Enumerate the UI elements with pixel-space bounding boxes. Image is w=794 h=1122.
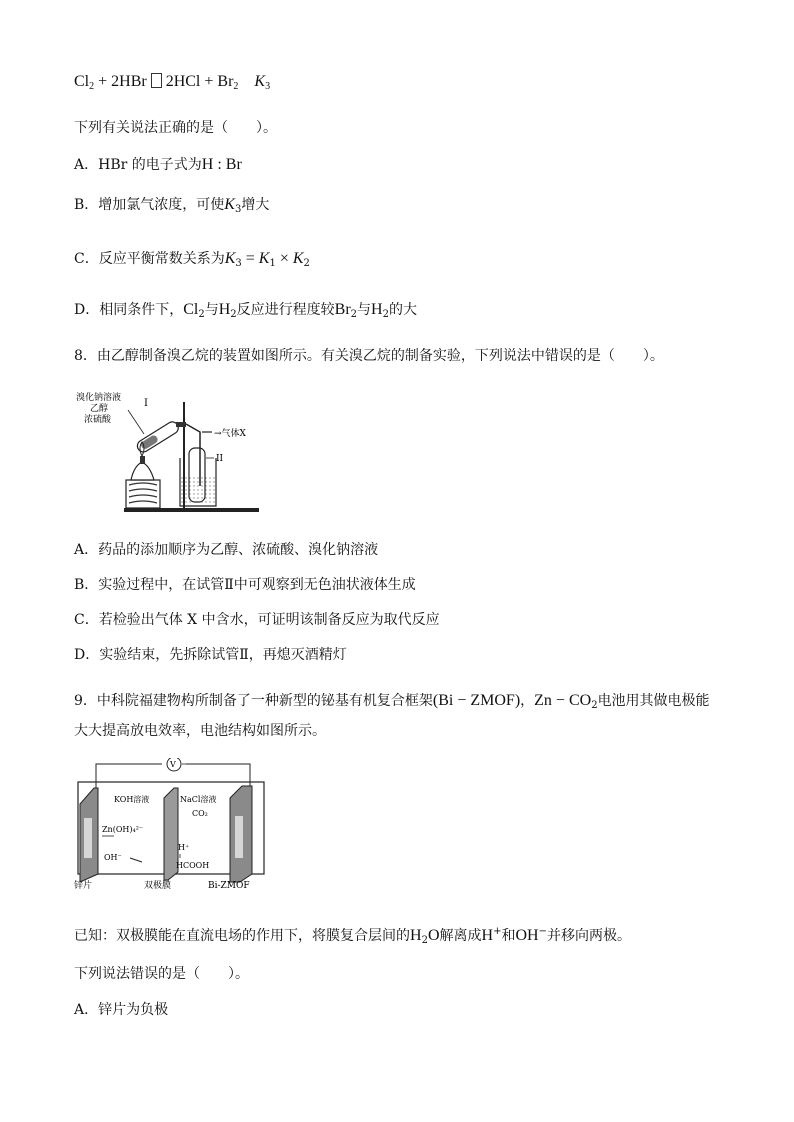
q8-option-c[interactable]: C．若检验出气体 X 中含水，可证明该制备反应为取代反应 (74, 612, 440, 628)
q9-stem-line2: 大大提高放电效率，电池结构如图所示。 (74, 723, 326, 739)
label-zinc-plate: 锌片 (74, 881, 93, 891)
equilibrium-symbol (151, 73, 162, 88)
label-membrane: 双极膜 (144, 881, 172, 891)
q8-option-d[interactable]: D．实验结束，先拆除试管Ⅱ，再熄灭酒精灯 (74, 647, 347, 663)
q7-stem: 下列有关说法正确的是（ ）。 (74, 120, 277, 136)
q7-option-c[interactable]: C．反应平衡常数关系为$K_3 = K_1 \times K_2$ (74, 250, 310, 269)
zn-co2-battery-figure (74, 758, 274, 892)
q7-option-b[interactable]: B．增加氯气浓度，可使$K_3$增大 (74, 196, 270, 215)
ethyl-bromide-apparatus-figure (76, 388, 281, 513)
q8-option-b[interactable]: B．实验过程中，在试管Ⅱ中可观察到无色油状液体生成 (74, 577, 416, 593)
label-reagent-ethanol: 乙醇 (90, 404, 109, 414)
label-tube-ii: II (216, 454, 224, 464)
label-co2: CO₂ (192, 809, 208, 818)
label-nacl: NaCl溶液 (180, 795, 217, 804)
label-bi-zmof: Bi-ZMOF (208, 881, 250, 891)
q9-option-a[interactable]: A．锌片为负极 (74, 1002, 169, 1018)
label-h-plus: H⁺ (178, 843, 190, 852)
q7-option-d[interactable]: D．相同条件下，$Cl_2$与$H_2$反应进行程度较$Br_2$与$H_2$的大 (74, 301, 417, 320)
q8-option-a[interactable]: A．药品的添加顺序为乙醇、浓硫酸、溴化钠溶液 (74, 542, 379, 558)
label-hcooh: HCOOH (176, 861, 210, 870)
q9-stem-line1: 9．中科院福建物构所制备了一种新型的铋基有机复合框架(Bi − ZMOF)，$Zn - CO_2$电池用其做电极能 (74, 692, 710, 711)
equation-line: $Cl_2 + 2HBr$ $2HCl + Br_2$ $K_3$ (74, 73, 271, 92)
label-koh: KOH溶液 (114, 795, 150, 804)
stand-base (124, 508, 259, 512)
label-reagent-nabr: 溴化钠溶液 (76, 393, 122, 403)
voltmeter-label: V (170, 760, 176, 769)
label-oh-minus: OH⁻ (104, 853, 122, 862)
label-tube-i: I (144, 398, 148, 409)
label-gas-x: →气体X (214, 429, 246, 439)
q9-stem-line3: 下列说法错误的是（ ）。 (74, 966, 249, 982)
q9-known-info: 已知：双极膜能在直流电场的作用下，将膜复合层间的$H_2O$解离成H+和OH−并移向两极。 (74, 926, 631, 946)
alcohol-lamp (131, 462, 154, 480)
label-reagent-h2so4: 浓硫酸 (84, 415, 112, 425)
q8-stem: 8．由乙醇制备溴乙烷的装置如图所示。有关溴乙烷的制备实验，下列说法中错误的是（ ）。 (74, 348, 664, 364)
label-zn-oh4: Zn(OH)₄²⁻ (102, 825, 144, 834)
q7-option-a[interactable]: A．HBr 的电子式为H : Br (74, 156, 242, 173)
test-tube-i (135, 420, 180, 455)
